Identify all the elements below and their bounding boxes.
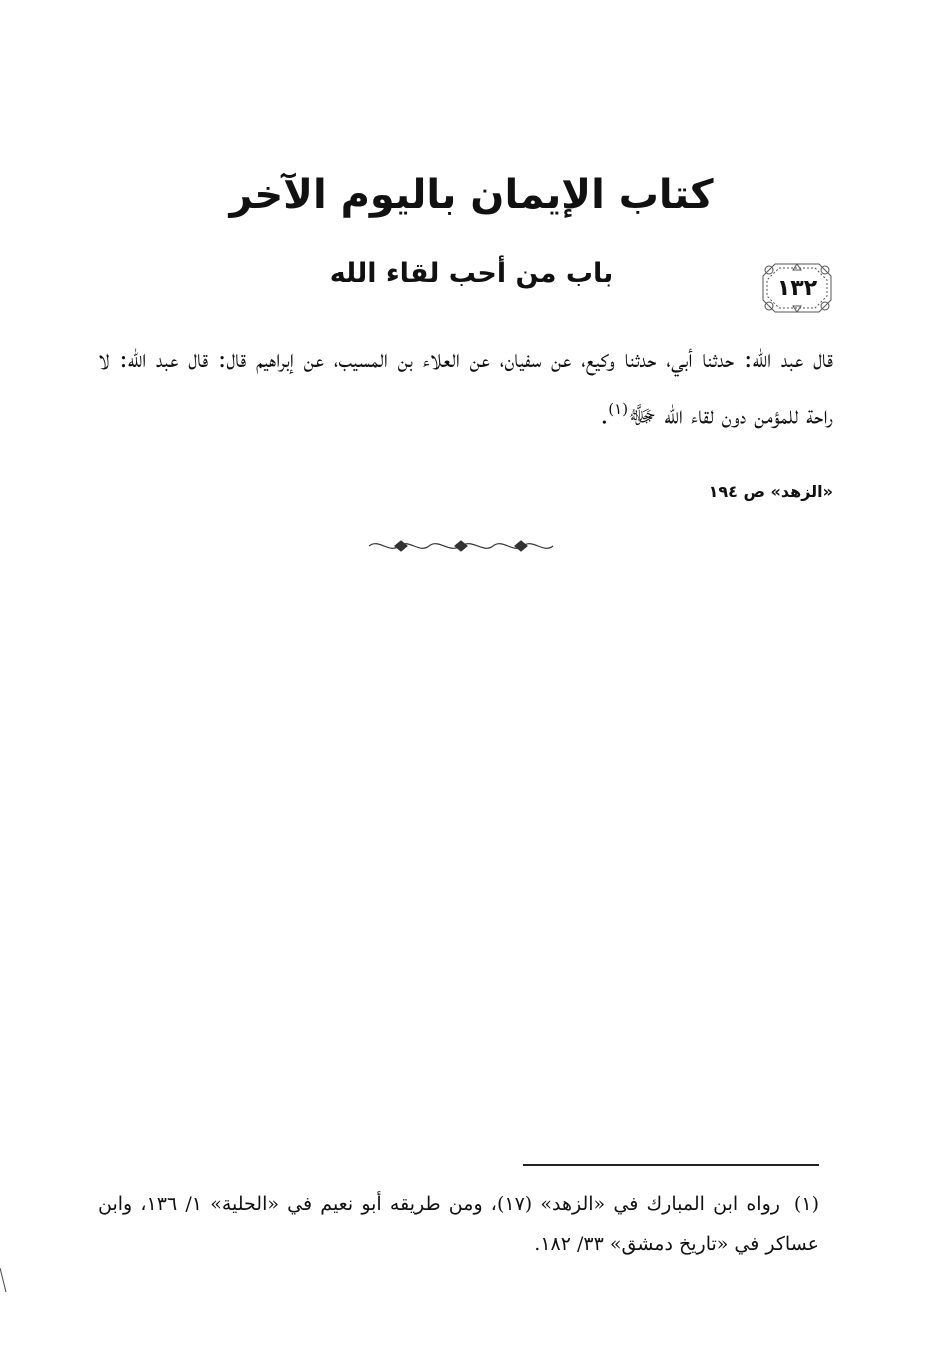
floral-ornament-divider-icon bbox=[365, 534, 557, 558]
footnote-text: رواه ابن المبارك في «الزهد» (١٧)، ومن طريقه أبو نعيم في «الحلية» ١/ ١٣٦، وابن عساكر في «تاريخ دمشق» ٣٣/ ١٨٢. bbox=[98, 1193, 819, 1255]
hadith-end: . bbox=[600, 400, 609, 430]
scan-edge-mark bbox=[0, 1268, 8, 1294]
hadith-body: قال عبد الله: حدثنا أبي، حدثنا وكيع، عن سفيان، عن العلاء بن المسيب، عن إبراهيم قال: قال عبد الله: لا راحة للمؤمن دون لقاء الله ﷻ bbox=[98, 344, 833, 430]
footnote-reference: (١) bbox=[608, 400, 629, 418]
chapter-number: ١٣٢ bbox=[776, 275, 818, 301]
chapter-title: باب من أحب لقاء الله bbox=[329, 258, 614, 289]
footnote-marker: (١) bbox=[793, 1193, 819, 1215]
footnote-divider bbox=[523, 1164, 819, 1166]
book-title: كتاب الإيمان باليوم الآخر bbox=[229, 172, 714, 218]
footnote bbox=[98, 1184, 819, 1264]
hadith-text bbox=[98, 334, 833, 440]
source-citation: «الزهد» ص ١٩٤ bbox=[708, 482, 833, 501]
